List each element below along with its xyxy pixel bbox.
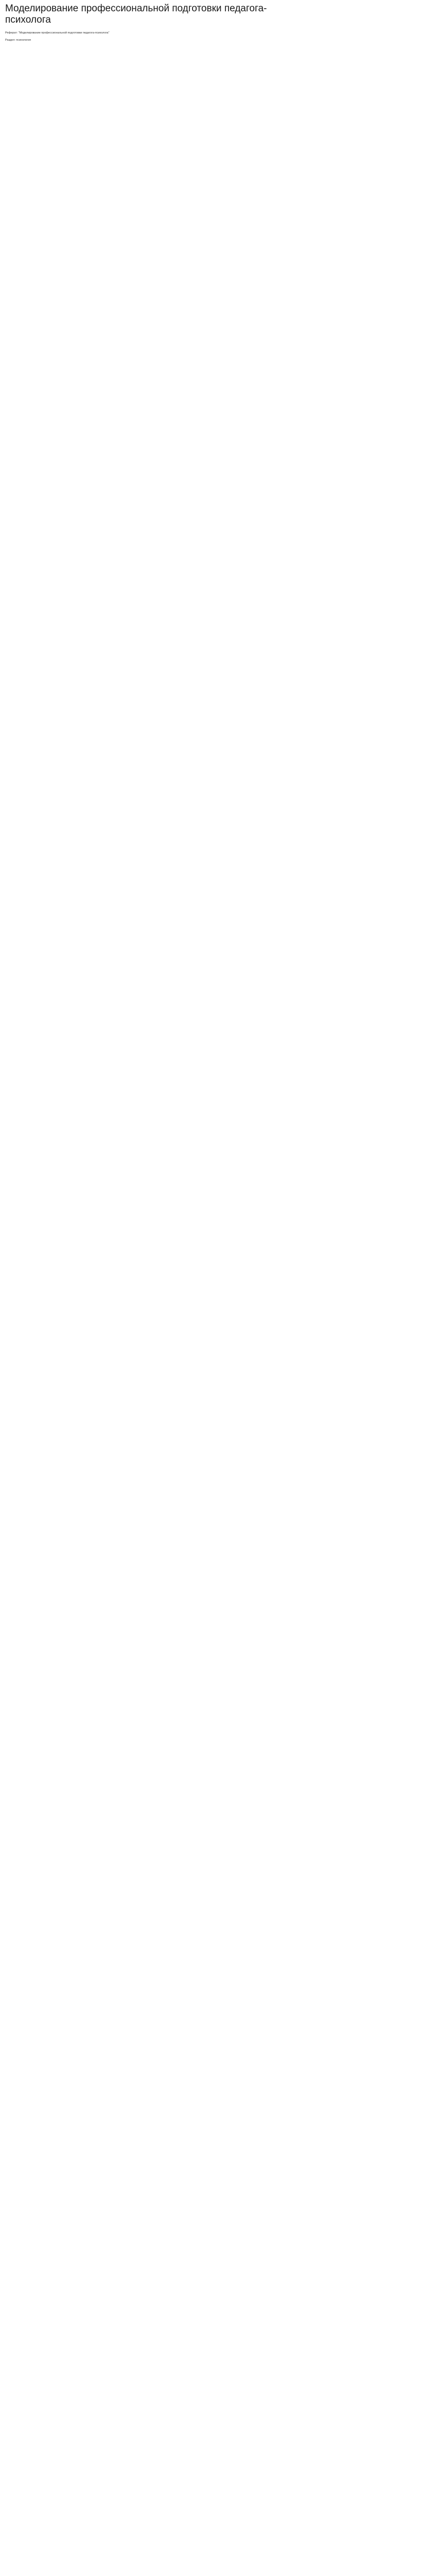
document-page bbox=[0, 0, 436, 66]
page-title-line-1: Моделирование профессиональной подготовки педагога- bbox=[5, 3, 267, 14]
page-title bbox=[5, 3, 431, 26]
page-title-line-2: психолога bbox=[5, 14, 51, 25]
meta-line-section: Раздел: психология bbox=[5, 39, 31, 42]
meta-line-source: Реферат: "Моделирование профессиональной подготовки педагога-психолога" bbox=[5, 31, 110, 35]
document-meta bbox=[5, 31, 431, 42]
